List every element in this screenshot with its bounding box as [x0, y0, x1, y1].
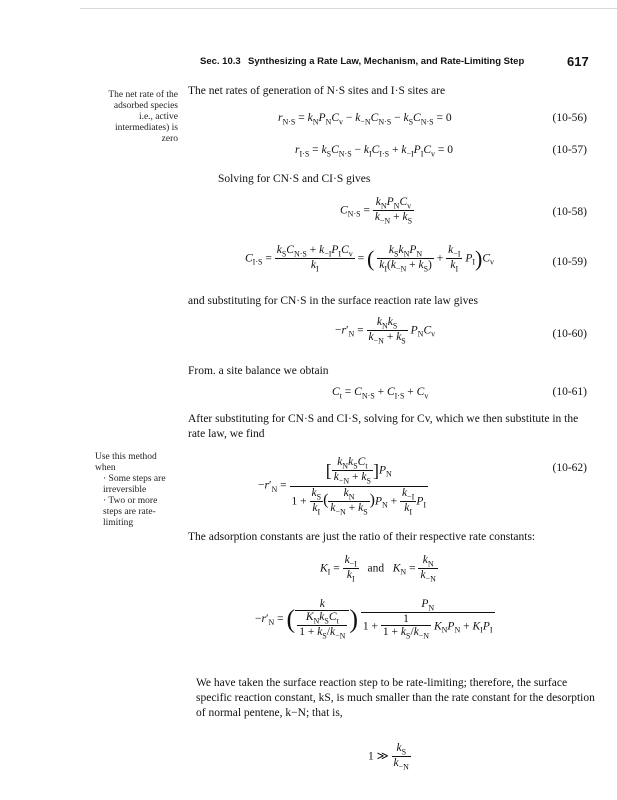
equation-10-56: $r_{N\cdot S} = k_NP_NC_v - k_{-N}C_{N\cdot S} - k_SC_{N\cdot S} = 0$ [278, 112, 452, 127]
equation-adsorption-constants: $K_I$ = $\frac{k_{-I}}{k_I}$ and $K_N$ = $\frac{k_N}{k_{-N}}$ [320, 554, 436, 584]
equation-10-61: $C_t = C_{N\cdot S} + C_{I\cdot S} + C_v$ [332, 386, 429, 401]
running-title: Synthesizing a Rate Law, Mechanism, and Rate-Limiting Step [248, 56, 525, 67]
equation-number-10-56: (10-56) [552, 112, 587, 124]
paragraph-net-rates: The net rates of generation of N·S sites and I·S sites are [188, 85, 446, 97]
page-number: 617 [567, 54, 589, 69]
equation-10-58: $C_{N\cdot S}$ = $\frac{k_NP_NC_v}{k_{-N} + k_S}$ [340, 196, 413, 226]
paragraph-solving: Solving for CN·S and CI·S gives [218, 173, 371, 185]
equation-number-10-62: (10-62) [552, 462, 587, 474]
paragraph-final: We have taken the surface reaction step to be rate-limiting; therefore, the surface specific reaction constant, kS, is much smaller than the rate constant for the desorption of normal pentene, k−N; that is, [196, 677, 595, 719]
equation-number-10-57: (10-57) [552, 144, 587, 156]
margin-note-use-method [95, 452, 175, 529]
equation-10-59: $C_{I\cdot S}$ = $\frac{k_SC_{N\cdot S} + k_{-I}P_IC_v}{k_I}$ = ( $\frac{k_Sk_NP_N}{k_I(k_{-N} + k_S)}$ + $\frac{k_{-I}}{k_I}$ $P_I)C_v$ [245, 244, 495, 274]
equation-10-62: $-r'_N$ = [ $\frac{k_Nk_SC_t}{k_{-N} + k_S}$ ]$P_N$ 1 + $\frac{k_S}{k_I}$ ( $\frac{k_N}{k_{-N} + k_S}$ )$P_N$ + $\frac{k_{-I}}{k_I}$ $P_I$ [258, 456, 427, 517]
paragraph-after-substituting: After substituting for CN·S and CI·S, solving for Cv, which we then substitute in the rate law, we find [188, 413, 579, 440]
equation-inequality: 1 ≫ $\frac{k_S}{k_{-N}}$ [368, 742, 409, 772]
margin-note-net-rate: The net rate of the adsorbed species i.e., active intermediates) is zero [108, 90, 178, 144]
equation-10-57: $r_{I\cdot S} = k_SC_{N\cdot S} - k_IC_{I\cdot S} + k_{-I}P_IC_v = 0$ [295, 144, 454, 159]
equation-number-10-61: (10-61) [552, 386, 587, 398]
paragraph-substituting: and substituting for CN·S in the surface reaction rate law gives [188, 295, 478, 307]
use-method-item: · Two or more steps are rate-limiting [103, 496, 175, 529]
and-label: and [367, 562, 385, 575]
equation-number-10-58: (10-58) [552, 206, 587, 218]
equation-number-10-60: (10-60) [552, 328, 587, 340]
section-label: Sec. 10.3 [200, 56, 241, 67]
paragraph-adsorption: The adsorption constants are just the ratio of their respective rate constants: [188, 531, 536, 543]
paragraph-site-balance: From. a site balance we obtain [188, 365, 329, 377]
equation-number-10-59: (10-59) [552, 256, 587, 268]
equation-10-60: $-r'_N$ = $\frac{k_Nk_S}{k_{-N} + k_S}$ $P_NC_v$ [335, 316, 436, 346]
use-method-title: Use this method when [95, 452, 157, 473]
top-rule [80, 8, 617, 9]
equation-final-rate: $-r'_N$ = ( $\frac{k}{\frac{K_Nk_SC_t}{1 + k_S/k_{-N}}}$ ) $P_N$ 1 + $\frac{1}{1 + k_S/k_{-N}}$ $K_NP_N + K_IP_I$ [255, 598, 493, 641]
use-method-item: · Some steps are irreversible [103, 474, 175, 496]
